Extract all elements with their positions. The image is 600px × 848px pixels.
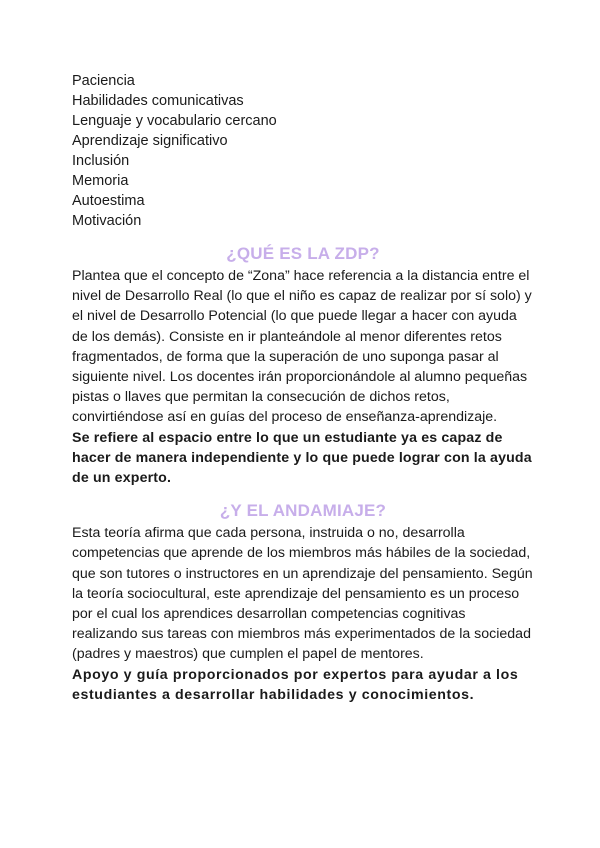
zdp-heading: ¿QUÉ ES LA ZDP? (226, 244, 380, 263)
list-item: Lenguaje y vocabulario cercano (72, 113, 277, 129)
list-item: Autoestima (72, 193, 145, 209)
list-item: Inclusión (72, 153, 130, 169)
andamiaje-paragraph: Esta teoría afirma que cada persona, instruida o no, desarrolla competencias que aprende de los miembros más hábiles de la sociedad, que son tutores o instructores en un aprendizaje del pensamiento. Según la teoría sociocultural, este aprendizaje del pensamiento es un proceso por el cual los aprendices desarrollan competencias cognitivas realizando sus tareas con miembros más experimentados de la sociedad (padres y maestros) que cumplen el papel de mentores. (72, 525, 533, 663)
list-item: Memoria (72, 173, 129, 189)
document-page (72, 71, 534, 706)
zdp-summary: Se refiere al espacio entre lo que un estudiante ya es capaz de hacer de manera independiente y lo que puede lograr con la ayuda de un experto. (72, 429, 532, 487)
list-item: Aprendizaje significativo (72, 133, 228, 149)
qualities-list (72, 71, 534, 231)
list-item: Paciencia (72, 73, 135, 89)
list-item: Motivación (72, 213, 142, 229)
andamiaje-summary: Apoyo y guía proporcionados por expertos para ayudar a los estudiantes a desarrollar habilidades y conocimientos. (72, 666, 519, 704)
list-item: Habilidades comunicativas (72, 93, 244, 109)
andamiaje-heading: ¿Y EL ANDAMIAJE? (219, 501, 387, 521)
zdp-paragraph: Plantea que el concepto de “Zona” hace referencia a la distancia entre el nivel de Desarrollo Real (lo que el niño es capaz de realizar por sí solo) y el nivel de Desarrollo Potencial (lo que puede llegar a hacer con ayuda de los demás). Consiste en ir planteándole al menor diferentes retos fragmentados, de forma que la superación de uno suponga pasar al siguiente nivel. Los docentes irán proporcionándole al alumno pequeñas pistas o llaves que permitan la consecución de dichos retos, convirtiéndose así en guías del proceso de enseñanza-aprendizaje. (72, 268, 532, 426)
